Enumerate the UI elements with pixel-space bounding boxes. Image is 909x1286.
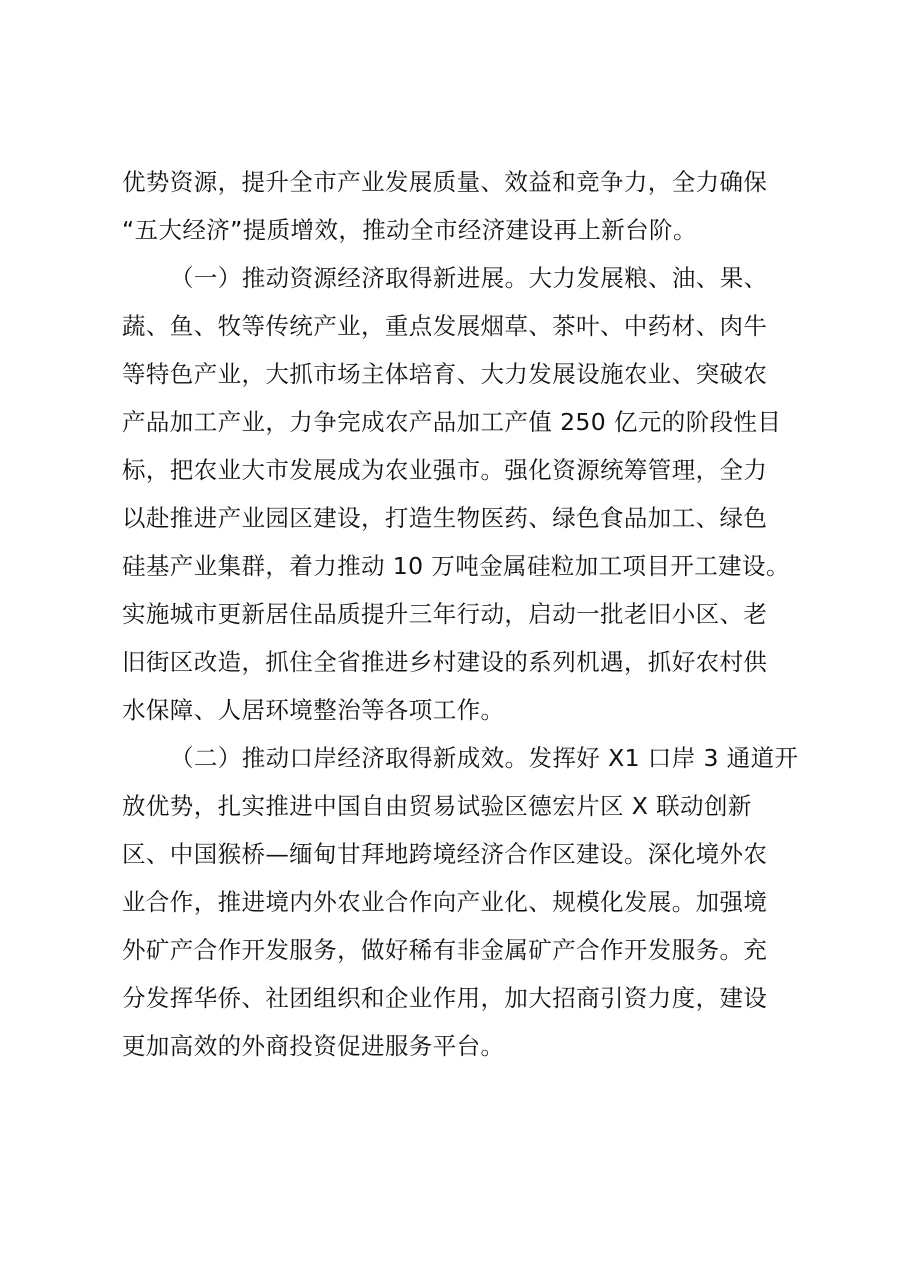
section1-line-3: 等特色产业，大抓市场主体培育、大力发展设施农业、突破农 [122, 360, 768, 388]
section2-line-1: （二）推动口岸经济取得新成效。发挥好 X1 口岸 3 通道开 [170, 744, 799, 772]
section1-line-5: 标，把农业大市发展成为农业强市。强化资源统筹管理，全力 [122, 456, 768, 484]
section2-line-5: 外矿产合作开发服务，做好稀有非金属矿产合作开发服务。充 [122, 936, 768, 964]
section2-line-4: 业合作，推进境内外农业合作向产业化、规模化发展。加强境 [122, 888, 768, 916]
section1-line-6: 以赴推进产业园区建设，打造生物医药、绿色食品加工、绿色 [122, 504, 768, 532]
section1-line-9: 旧街区改造，抓住全省推进乡村建设的系列机遇，抓好农村供 [122, 648, 768, 676]
section1-line-10: 水保障、人居环境整治等各项工作。 [122, 696, 505, 724]
section1-line-1: （一）推动资源经济取得新进展。大力发展粮、油、果、 [170, 264, 768, 292]
section2-line-3: 区、中国猴桥—缅甸甘拜地跨境经济合作区建设。深化境外农 [122, 840, 768, 868]
section1-line-7: 硅基产业集群，着力推动 10 万吨金属硅粒加工项目开工建设。 [122, 552, 790, 580]
section1-line-4: 产品加工产业，力争完成农产品加工产值 250 亿元的阶段性目 [122, 408, 782, 436]
intro-line-1: 优势资源，提升全市产业发展质量、效益和竞争力，全力确保 [122, 168, 768, 196]
section2-line-7: 更加高效的外商投资促进服务平台。 [122, 1032, 505, 1060]
intro-line-2: “五大经济”提质增效，推动全市经济建设再上新台阶。 [122, 216, 697, 244]
section1-line-2: 蔬、鱼、牧等传统产业，重点发展烟草、茶叶、中药材、肉牛 [122, 312, 768, 340]
section2-line-2: 放优势，扎实推进中国自由贸易试验区德宏片区 X 联动创新 [122, 792, 752, 820]
section1-line-8: 实施城市更新居住品质提升三年行动，启动一批老旧小区、老 [122, 600, 768, 628]
section2-line-6: 分发挥华侨、社团组织和企业作用，加大招商引资力度，建设 [122, 984, 768, 1012]
